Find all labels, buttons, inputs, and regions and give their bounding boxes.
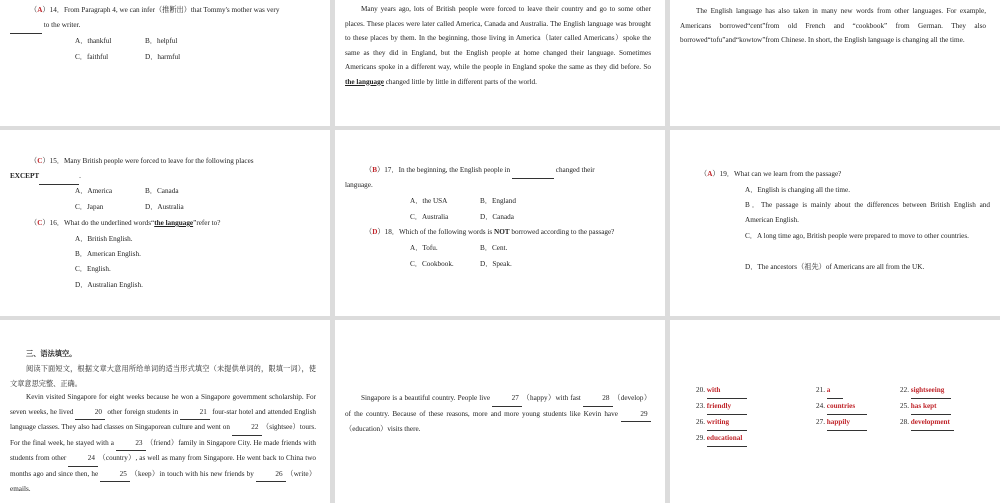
q14-option-a: A．thankful [75,37,112,45]
answer-21: 21. a [816,383,843,399]
q19-option-d: D．The ancestors（祖先）of Americans are all from the UK. [745,263,925,271]
slide-q19 [670,130,1000,316]
q14-option-c: C．faithful [75,53,109,61]
passage-paragraph: Many years ago, lots of British people were forced to leave their country and go to some other places. These places were later called America, Canada and Australia. The English language was brought to these places by them. In the beginning, those living in America（later called Americans）spoke the same as they did in England, but the English people at home changed their language. Sometimes Americans spoke in a different way, while the people in England spoke the same as they did before. So the language changed little by little in different parts of the world. [345,5,651,86]
q14-option-d: D．harmful [145,53,181,61]
q16-answer: C [37,219,43,227]
passage-paragraph-2: The English language has also taken in many new words from other languages. For example, Americans borrowed“cent”from old French and “cookbook” from German. They also borrowed“tofu”and“kowtow”from Chinese. In short, the English language is changing all the time. [680,7,986,44]
underlined-words: the language [345,77,384,86]
q19-option-c: C．A long time ago, British people were prepared to move to other countries. [745,232,969,240]
answer-27: 27. happily [816,415,867,431]
answer-25: 25. has kept [900,399,951,415]
q19-stem: （A）19．What can we learn from the passage? [700,170,842,178]
answer-28: 28. development [900,415,954,431]
blank-25: 25 [100,467,130,483]
q17-option-c: C．Australia [410,213,449,221]
q17-option-b: B．England [480,197,516,205]
slide-grammar-fill-2 [335,320,665,503]
blank-20: 20 [75,405,105,421]
blank-27: 27 [492,391,522,407]
blank-26: 26 [256,467,286,483]
q17-answer: B [372,166,377,174]
q16-option-b: B．American English. [75,250,141,258]
answer-29: 29. educational [696,431,747,447]
q19-answer: A [707,170,713,178]
q15-stem-cont: EXCEPT . [10,169,81,185]
blank-21: 21 [180,405,210,421]
instructions: 阅读下面短文，根据文章大意用所给单词的适当形式填空（未提供单词的，限填一词），使文章意思完整、正确。 [10,365,316,388]
section-heading: 三、语法填空。 [26,350,77,358]
slide-passage-1 [335,0,665,126]
q15-option-a: A．America [75,187,113,195]
q17-option-d: D．Canada [480,213,514,221]
blank-24: 24 [68,451,98,467]
q16-option-d: D．Australian English. [75,281,143,289]
q18-option-b: B．Cent. [480,244,508,252]
q18-option-c: C．Cookbook. [410,260,454,268]
answer-23: 23. friendly [696,399,747,415]
slide-passage-2 [670,0,1000,126]
grammar-passage: Kevin visited Singapore for eight weeks because he won a Singapore government scholarship. For seven weeks, he lived 20 other foreign students in 21 four-star hotel and attended English language classes. They also had classes on Singaporean culture and went on 22 （sightsee）tours. For the final week, he stayed with a 23 （friend）family in Singapore City. He made friends with students from other 24 （country）, as well as many from Singapore. He went back to China two months ago and since then, he 25 （keep）in touch with his new friends by 26 （write）emails. [10,393,317,493]
q15-stem: （C）15．Many British people were forced to leave for the following places [30,157,254,165]
answer-22: 22. sightseeing [900,383,951,399]
q17-stem-cont: language. [345,181,373,189]
q19-option-b: B．The passage is mainly about the differences between British English and American English. [745,201,990,224]
answer-20: 20. with [696,383,747,399]
grammar-passage-2: Singapore is a beautiful country. People live 27 （happy）with fast 28 （develop）of the country. Because of these reasons, more and more young students like Kevin have 29（education）visits there. [345,391,651,437]
q16-stem: （C）16．What do the underlined words“the language”refer to? [30,219,221,227]
q14-stem-cont: to the writer. [10,18,80,34]
slide-q17-q18 [335,130,665,316]
q14-stem: （A）14．From Paragraph 4, we can infer（推断出）that Tommy's mother was very [30,6,280,14]
q18-stem: （D）18．Which of the following words is NOT borrowed according to the passage? [365,228,615,236]
slide-q15-q16 [0,130,330,316]
q15-option-d: D．Australia [145,203,184,211]
slide-grammar-fill [0,320,330,503]
q15-answer: C [37,157,43,165]
blank-29: 29 [621,407,651,423]
q14-option-b: B．helpful [145,37,178,45]
q16-option-a: A．British English. [75,235,133,243]
answer-24: 24. countries [816,399,867,415]
slide-q14 [0,0,330,126]
blank-23: 23 [116,436,146,452]
q16-option-c: C．English. [75,265,111,273]
q15-option-c: C．Japan [75,203,104,211]
q17-stem: （B）17．In the beginning, the English people in changed their [365,163,655,179]
q17-option-a: A．the USA [410,197,448,205]
slide-answers [670,320,1000,503]
q14-answer: A [37,6,43,14]
q18-option-a: A．Tofu. [410,244,438,252]
q18-option-d: D．Speak. [480,260,512,268]
q19-option-a: A．English is changing all the time. [745,186,851,194]
blank-28: 28 [583,391,613,407]
q15-option-b: B．Canada [145,187,179,195]
answer-26: 26. writing [696,415,747,431]
q18-answer: D [372,228,378,236]
blank-22: 22 [232,420,262,436]
